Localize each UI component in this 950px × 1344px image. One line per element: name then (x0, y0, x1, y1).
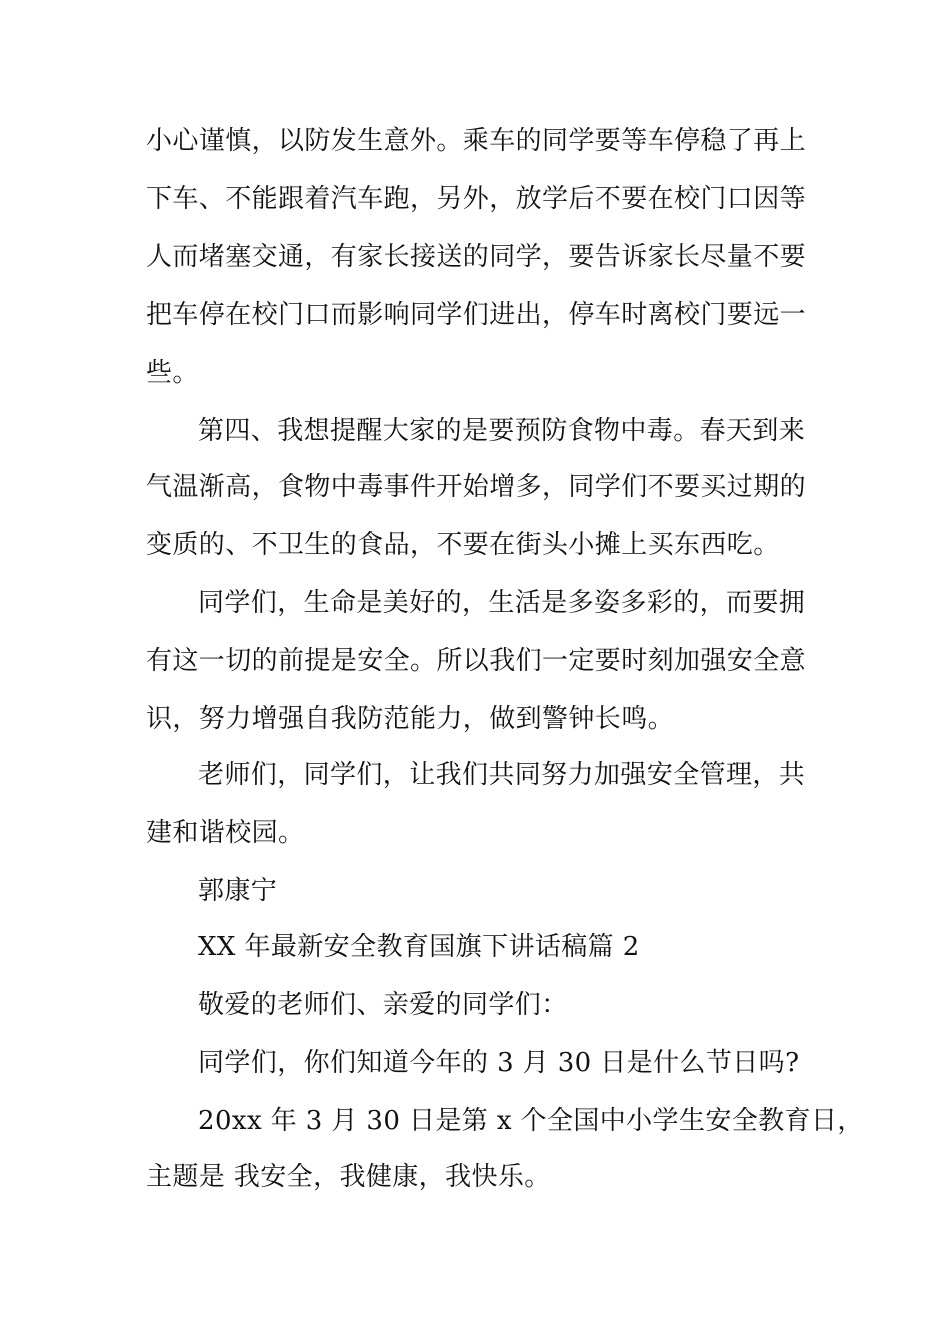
text-line: 下车、不能跟着汽车跑，另外，放学后不要在校门口因等 (146, 184, 807, 214)
text-line: 小心谨慎，以防发生意外。乘车的同学要等车停稳了再上 (146, 126, 807, 156)
paragraph-start-line: 第四、我想提醒大家的是要预防食物中毒。春天到来 (198, 416, 806, 446)
section-heading: XX 年最新安全教育国旗下讲话稿篇 2 (198, 932, 640, 962)
text-line: 些。 (146, 358, 199, 388)
salutation: 敬爱的老师们、亲爱的同学们： (198, 990, 568, 1020)
text-line: 建和谐校园。 (146, 818, 305, 848)
paragraph-start-line: 老师们，同学们，让我们共同努力加强安全管理，共 (198, 760, 806, 790)
paragraph-start-line: 同学们，你们知道今年的 3 月 30 日是什么节日吗? (198, 1048, 800, 1078)
paragraph-start-line: 同学们，生命是美好的，生活是多姿多彩的，而要拥 (198, 588, 806, 618)
paragraph-start-line: 20xx 年 3 月 30 日是第 x 个全国中小学生安全教育日， (198, 1106, 864, 1136)
text-line: 主题是 我安全，我健康，我快乐。 (146, 1162, 551, 1192)
text-line: 有这一切的前提是安全。所以我们一定要时刻加强安全意 (146, 646, 807, 676)
text-line: 把车停在校门口而影响同学们进出，停车时离校门要远一 (146, 300, 807, 330)
text-line: 人而堵塞交通，有家长接送的同学，要告诉家长尽量不要 (146, 242, 807, 272)
text-line: 识，努力增强自我防范能力，做到警钟长鸣。 (146, 704, 675, 734)
author-name: 郭康宁 (198, 876, 278, 906)
text-line: 变质的、不卫生的食品，不要在街头小摊上买东西吃。 (146, 530, 780, 560)
text-line: 气温渐高，食物中毒事件开始增多，同学们不要买过期的 (146, 472, 807, 502)
